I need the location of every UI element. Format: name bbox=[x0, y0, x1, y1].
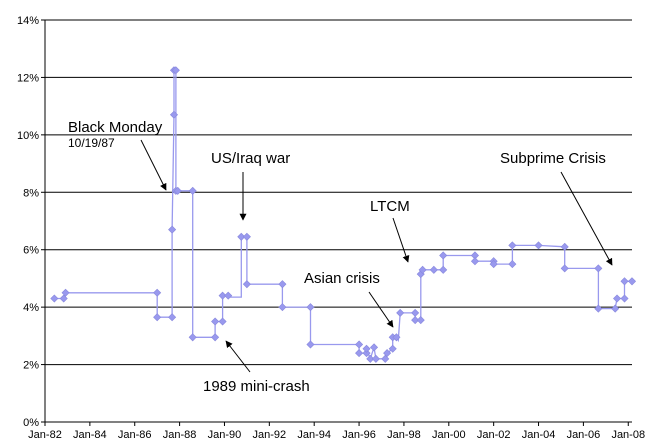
data-point-marker bbox=[621, 295, 628, 302]
data-point-marker bbox=[440, 266, 447, 273]
data-point-marker bbox=[370, 344, 377, 351]
data-point-marker bbox=[243, 281, 250, 288]
data-point-marker bbox=[355, 349, 362, 356]
x-tick-label: Jan-06 bbox=[566, 429, 601, 441]
data-point-marker bbox=[417, 316, 424, 323]
y-tick-label: 2% bbox=[23, 359, 39, 372]
x-axis-tick-labels bbox=[28, 422, 645, 441]
data-point-marker bbox=[219, 318, 226, 325]
gridlines bbox=[41, 20, 632, 422]
data-point-marker bbox=[189, 187, 196, 194]
y-axis-tick-labels bbox=[17, 15, 39, 429]
data-point-marker bbox=[51, 295, 58, 302]
data-point-marker bbox=[621, 278, 628, 285]
arrow-asian-crisis bbox=[369, 292, 393, 327]
arrow-subprime-crisis bbox=[561, 172, 612, 265]
data-point-marker bbox=[509, 242, 516, 249]
data-point-marker bbox=[595, 265, 602, 272]
data-point-marker bbox=[440, 252, 447, 259]
arrow-black-monday bbox=[141, 140, 166, 190]
x-tick-label: Jan-90 bbox=[207, 429, 242, 441]
annotation-asian-crisis: Asian crisis bbox=[304, 270, 380, 287]
series-markers bbox=[51, 67, 636, 363]
x-tick-label: Jan-00 bbox=[431, 429, 466, 441]
y-tick-label: 0% bbox=[23, 417, 39, 429]
data-point-marker bbox=[612, 305, 619, 312]
data-point-marker bbox=[509, 260, 516, 267]
annotation-1989-mini-crash: 1989 mini-crash bbox=[203, 378, 310, 395]
annotations bbox=[68, 119, 606, 395]
data-point-marker bbox=[307, 341, 314, 348]
data-point-marker bbox=[154, 314, 161, 321]
data-point-marker bbox=[189, 334, 196, 341]
data-point-marker bbox=[355, 341, 362, 348]
arrow-ltcm bbox=[393, 218, 408, 262]
y-tick-label: 10% bbox=[16, 129, 39, 142]
y-tick-label: 12% bbox=[16, 72, 39, 85]
data-point-marker bbox=[397, 309, 404, 316]
x-tick-label: Jan-04 bbox=[521, 429, 556, 441]
series-line bbox=[54, 70, 632, 359]
data-point-marker bbox=[154, 289, 161, 296]
y-tick-label: 6% bbox=[23, 244, 39, 257]
y-tick-label: 8% bbox=[23, 187, 39, 200]
data-point-marker bbox=[372, 355, 379, 362]
data-point-marker bbox=[595, 305, 602, 312]
data-point-marker bbox=[225, 292, 232, 299]
x-tick-label: Jan-98 bbox=[387, 429, 421, 441]
data-point-marker bbox=[412, 309, 419, 316]
annotation-black-monday: Black Monday bbox=[68, 119, 163, 136]
data-point-marker bbox=[628, 278, 635, 285]
data-point-marker bbox=[613, 295, 620, 302]
x-tick-label: Jan-96 bbox=[342, 429, 376, 441]
annotation-subprime-crisis: Subprime Crisis bbox=[500, 150, 606, 167]
data-point-marker bbox=[212, 318, 219, 325]
annotation-black-monday-date: 10/19/87 bbox=[68, 136, 115, 150]
data-point-marker bbox=[430, 266, 437, 273]
data-point-marker bbox=[535, 242, 542, 249]
x-tick-label: Jan-92 bbox=[252, 429, 287, 441]
data-point-marker bbox=[169, 314, 176, 321]
data-point-marker bbox=[169, 226, 176, 233]
x-tick-label: Jan-84 bbox=[73, 429, 107, 441]
data-point-marker bbox=[307, 304, 314, 311]
y-tick-label: 14% bbox=[16, 15, 39, 27]
arrow-1989-mini-crash bbox=[226, 341, 250, 372]
annotation-us-iraq-war: US/Iraq war bbox=[211, 150, 291, 167]
x-tick-label: Jan-08 bbox=[611, 429, 646, 441]
data-point-marker bbox=[363, 345, 370, 352]
x-tick-label: Jan-02 bbox=[476, 429, 511, 441]
x-tick-label: Jan-86 bbox=[117, 429, 152, 441]
data-point-marker bbox=[212, 334, 219, 341]
series-path bbox=[54, 70, 632, 359]
data-point-marker bbox=[561, 265, 568, 272]
x-tick-label: Jan-94 bbox=[297, 429, 332, 441]
x-tick-label: Jan-88 bbox=[162, 429, 197, 441]
data-point-marker bbox=[279, 281, 286, 288]
x-tick-label: Jan-82 bbox=[28, 429, 62, 441]
data-point-marker bbox=[243, 233, 250, 240]
data-point-marker bbox=[279, 304, 286, 311]
y-tick-label: 4% bbox=[23, 302, 39, 315]
data-point-marker bbox=[471, 258, 478, 265]
annotation-ltcm: LTCM bbox=[370, 198, 410, 215]
